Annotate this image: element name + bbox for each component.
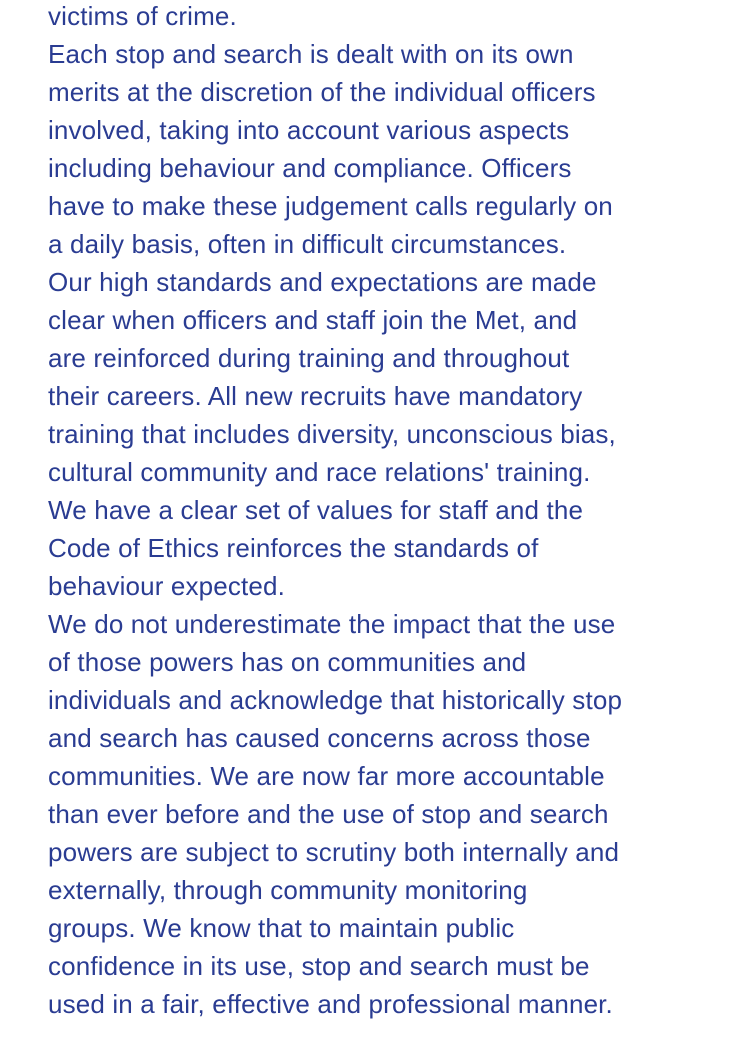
text-line: their careers. All new recruits have mandatory (48, 381, 583, 411)
text-line: are reinforced during training and throughout (48, 343, 570, 373)
text-line: of those powers has on communities and (48, 647, 527, 677)
text-line: a daily basis, often in difficult circumstances. (48, 229, 567, 259)
text-line: involved, taking into account various aspects (48, 115, 570, 145)
text-line: than ever before and the use of stop and search (48, 799, 609, 829)
text-line: powers are subject to scrutiny both internally and (48, 837, 620, 867)
text-line: Code of Ethics reinforces the standards of (48, 533, 539, 563)
text-line: communities. We are now far more accountable (48, 761, 605, 791)
text-line: groups. We know that to maintain public (48, 913, 515, 943)
text-line: behaviour expected. (48, 571, 286, 601)
text-line: Each stop and search is dealt with on its own (48, 39, 574, 69)
text-line: victims of crime. (48, 1, 237, 31)
text-line: clear when officers and staff join the Met, and (48, 305, 578, 335)
text-line: cultural community and race relations' training. (48, 457, 591, 487)
text-line: have to make these judgement calls regularly on (48, 191, 613, 221)
text-line: We have a clear set of values for staff and the (48, 495, 584, 525)
text-line: Our high standards and expectations are made (48, 267, 597, 297)
text-line: used in a fair, effective and professional manner. (48, 989, 613, 1019)
text-line: training that includes diversity, unconscious bias, (48, 419, 616, 449)
text-line: externally, through community monitoring (48, 875, 528, 905)
statement-text (48, 0, 738, 1023)
text-line: individuals and acknowledge that historically stop (48, 685, 623, 715)
text-line: including behaviour and compliance. Officers (48, 153, 572, 183)
text-line: and search has caused concerns across those (48, 723, 591, 753)
text-line: We do not underestimate the impact that the use (48, 609, 616, 639)
text-line: confidence in its use, stop and search must be (48, 951, 590, 981)
text-line: merits at the discretion of the individual officers (48, 77, 596, 107)
